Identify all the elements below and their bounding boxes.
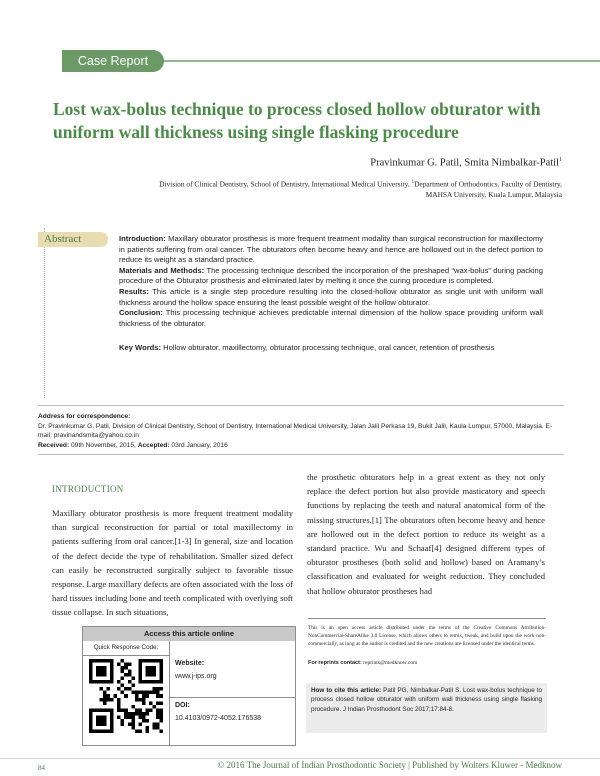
license-text: This is an open access article distributed under the terms of the Creative Commons Attribution-NonCommercial-ShareAlike 3.0 License, which allows others to remix, tweak, and build upon the work non-commercially, as long as the author is credited and the new creations are licensed under the identical terms. [308,625,546,647]
reprints-label: For reprints contact: [308,660,362,666]
author-names: Pravinkumar G. Patil, Smita Nimbalkar-Patil [370,157,559,169]
abstract-intro-text: Maxillary obturator prosthesis is more frequent treatment modality than surgical reconstruction for maxillectomy in patients suffering from oral cancer. The obturators often become heavy and hence are hollowed out in the defect portion to reduce its weight as a standard practice. [119,234,543,265]
abstract-rule [44,228,45,398]
abstract-conclusion-text: This processing technique achieves predictable internal dimension of the hollow space providing uniform wall thickness of the obturator. [119,308,543,328]
website-label: Website: [175,660,205,667]
article-type-banner [0,50,600,72]
received-label: Received: [38,441,70,449]
accepted-label: Accepted: [137,441,170,449]
reprints-email[interactable]: reprints@medknow.com [361,660,418,666]
author-sup: 1 [559,157,562,163]
qr-label: Quick Response Code: [83,641,170,656]
affiliation-1b: Department of Orthodontics, Faculty of Dentistry, [414,179,562,189]
footer-copyright: © 2016 The Journal of Indian Prosthodontic Society | Published by Wolters Kluwer - Medknow [217,760,562,770]
website-link[interactable]: www.j-ips.org [175,673,217,680]
keywords-text: Hollow obturator, maxillectomy, obturator processing technique, oral cancer, retention of prosthesis [161,343,495,353]
access-article-box [82,626,296,746]
article-title: Lost wax-bolus technique to process closed hollow obturator with uniform wall thickness using single flasking procedure [53,99,541,142]
divider-top [38,405,564,406]
citation-box [306,683,547,733]
abstract-conclusion-heading: Conclusion: [119,308,163,318]
abstract-body [119,234,543,354]
banner-rule [140,60,600,62]
footer-rule [0,758,600,759]
authors [370,157,562,169]
access-heading: Access this article online [83,627,295,641]
reprints-contact [308,660,417,666]
accepted-date: 03rd January, 2016 [169,441,228,449]
correspondence-body: Dr. Pravinkumar G. Patil, Division of Clinical Dentistry, School of Dentistry, International Medical University, Jalan Jalil Perkasa 19, Bukit Jalil, Kaula Lumpur, 57000, Malaysia. E-mail: pravinandsmita@yahoo.co.in [38,422,553,439]
divider-bottom [38,454,564,455]
abstract-methods [119,266,543,287]
citation-text: Patil PG, Nimbalkar-Patil S. Lost wax-bolus technique to process closed hollow obturator with uniform wall thickness using single flasking procedure. J Indian Prosthodont Soc 2017;17:84-8. [311,687,542,713]
qr-column-divider [169,641,170,745]
abstract-label: Abstract [38,232,108,247]
qr-code-icon[interactable] [89,659,163,733]
abstract-results [119,287,543,308]
abstract-conclusion [119,308,543,329]
license-rule [308,618,546,619]
abstract-methods-text: The processing technique described the incorporation of the preshaped “wax-bolus” during packing procedure of the Obturator prosthesis and eliminated later by melting it once the curing procedure is completed. [119,265,543,286]
affiliation-sup: 1 [411,180,415,185]
keywords [119,343,543,354]
abstract-intro-heading: Introduction: [119,234,166,243]
received-accepted [38,441,558,451]
doi-link[interactable]: 10.4103/0972-4052.176538 [175,715,262,722]
affiliation-2: MAHSA University, Kuala Lumpur, Malaysia [425,189,562,199]
affiliations [62,178,562,200]
citation-label: How to cite this article: [311,687,382,694]
received-date: 09th November, 2015, [69,441,138,449]
body-column-left: Maxillary obturator prosthesis is more frequent treatment modality than surgical reconstruction for partial or total maxillectomy in patients suffering from oral cancer.[1-3] In general, size and location of the defect decide the type of rehabilitation. Smaller sized defect can easily be reconstructed surgically subject to favorable tissue response. Large maxillary defects are often associated with the loss of hard tissues including bone and teeth complicated with overlying soft tissue collapse. In such situations, [52,508,293,618]
introduction-heading: INTRODUCTION [52,484,124,494]
abstract-results-text: This article is a single step procedure resulting into the closed-hollow obturator as single unit with uniform wall thickness around the hollow space ensuring the least possible weight of the hollow obturator. [119,286,543,307]
doi-label: DOI: [175,702,190,709]
access-separator [170,697,295,698]
body-column-right: the prosthetic obturators help in a great extent as they not only replace the defect portion but also provide masticatory and speech functions by replacing the teeth and natural anatomical form of the missing structures.[1] The obturators often become heavy and hence are hollowed out in the defect portion to reduce its weight as a standard practice. Wu and Schaaf[4] designed different types of obturator prostheses (both solid and hollow) based on Aramany’s classification and evaluated for weight reduction. They concluded that hollow obturator prostheses had [307,472,545,596]
abstract-results-heading: Results: [119,286,149,296]
keywords-heading: Key Words: [119,343,162,353]
correspondence-heading: Address for correspondence: [38,413,131,420]
page-number: 84 [38,764,45,772]
abstract-introduction [119,234,543,266]
article-type-label: Case Report [62,50,164,72]
affiliation-1: Division of Clinical Dentistry, School of Dentistry, International Medical University, [159,179,410,189]
correspondence-block [38,412,558,450]
abstract-methods-heading: Materials and Methods: [119,265,205,275]
